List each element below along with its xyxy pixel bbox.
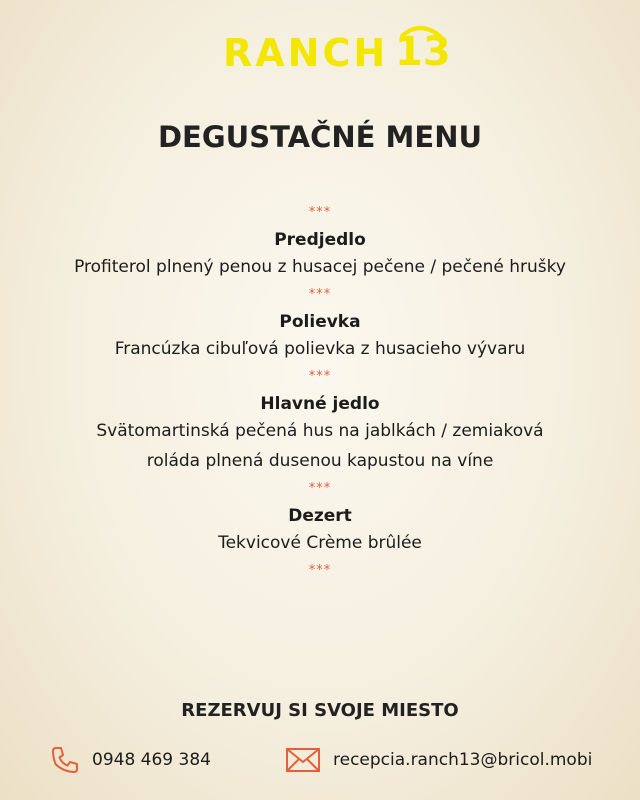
- email-contact[interactable]: [285, 744, 592, 776]
- logo-number: 13: [395, 29, 451, 75]
- course-description: Svätomartinská pečená hus na jablkách / zemiaková: [96, 421, 544, 441]
- menu-list: [0, 200, 640, 584]
- email-address[interactable]: recepcia.ranch13@bricol.mobi: [333, 750, 593, 770]
- phone-number[interactable]: 0948 469 384: [92, 750, 211, 770]
- course-appetizer: [0, 228, 640, 282]
- course-title: Predjedlo: [274, 230, 366, 250]
- separator: ***: [308, 481, 332, 496]
- course-description: Tekvicové Crème brûlée: [218, 533, 422, 553]
- course-main: [0, 392, 640, 476]
- course-description: roláda plnená dusenou kapustou na víne: [146, 451, 494, 471]
- separator: ***: [308, 369, 332, 384]
- logo-text: RANCH: [223, 31, 389, 75]
- separator: ***: [308, 563, 332, 578]
- ranch13-logo: [0, 22, 640, 78]
- course-description: Francúzka cibuľová polievka z husacieho vývaru: [114, 339, 526, 359]
- phone-contact[interactable]: [50, 744, 211, 776]
- reservation-heading: REZERVUJ SI SVOJE MIESTO: [181, 700, 459, 721]
- course-dessert: [0, 504, 640, 558]
- course-title: Dezert: [288, 506, 352, 526]
- course-description: Profiterol plnený penou z husacej pečene / pečené hrušky: [74, 257, 566, 277]
- logo-arc-icon: [0, 22, 640, 78]
- phone-icon: [50, 745, 80, 775]
- course-title: Polievka: [279, 312, 361, 332]
- course-soup: [0, 310, 640, 364]
- course-title: Hlavné jedlo: [260, 394, 380, 414]
- separator: ***: [308, 287, 332, 302]
- mail-icon: [285, 746, 321, 774]
- page-title: DEGUSTAČNÉ MENU: [157, 120, 483, 154]
- separator: ***: [308, 205, 332, 220]
